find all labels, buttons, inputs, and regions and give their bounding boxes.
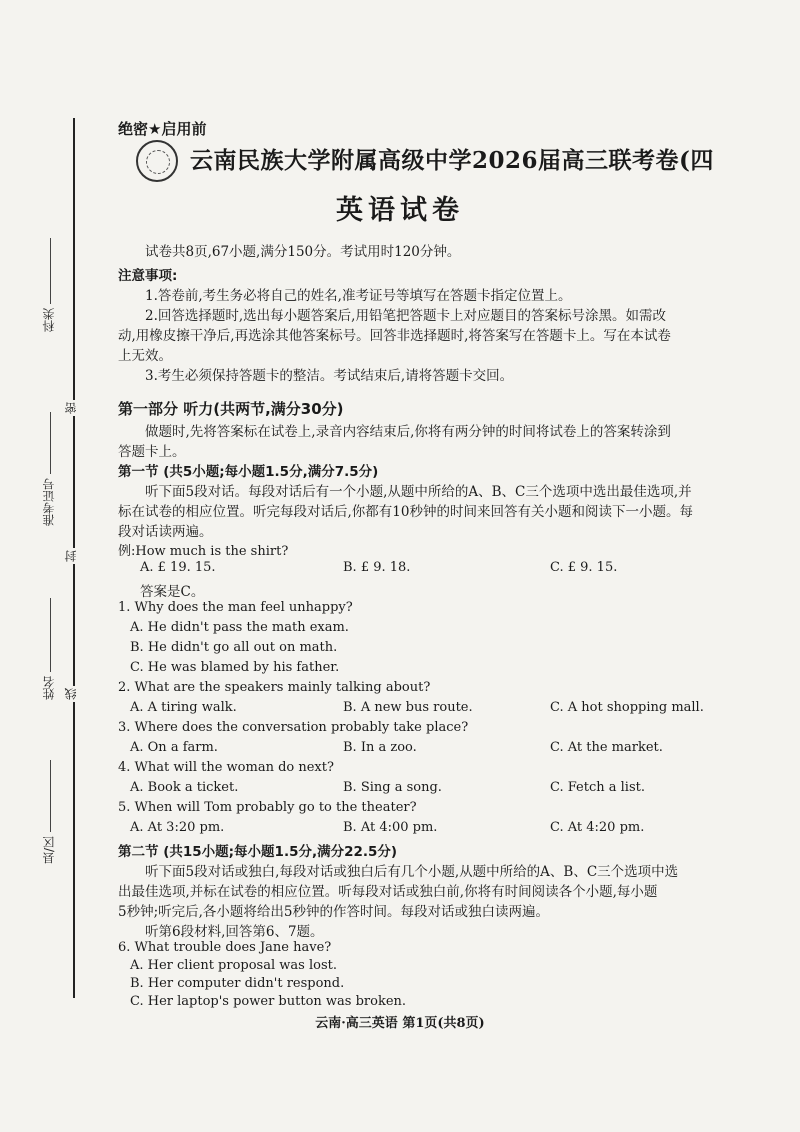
district-blank xyxy=(50,760,51,832)
q2-option-b: B. A new bus route. xyxy=(343,700,473,715)
example-option-c: C. £ 9. 15. xyxy=(550,560,618,575)
exam-intro: 试卷共8页,67小题,满分150分。考试用时120分钟。 xyxy=(145,244,461,260)
district-label: 县/区 xyxy=(42,836,56,865)
section2-heading: 第二节 (共15小题;每小题1.5分,满分22.5分) xyxy=(118,844,398,860)
question-1: 1. Why does the man feel unhappy? xyxy=(118,600,353,615)
q1-option-a: A. He didn't pass the math exam. xyxy=(130,620,349,635)
question-5: 5. When will Tom probably go to the theater? xyxy=(118,800,417,815)
section1-desc: 标在试卷的相应位置。听完每段对话后,你都有10秒钟的时间来回答有关小题和阅读下一小题。每 xyxy=(118,504,693,520)
question-6: 6. What trouble does Jane have? xyxy=(118,940,332,955)
question-4: 4. What will the woman do next? xyxy=(118,760,334,775)
id-blank xyxy=(50,412,51,474)
section2-desc: 听下面5段对话或独白,每段对话或独白后有几个小题,从题中所给的A、B、C三个选项中选 xyxy=(145,864,679,880)
q2-option-a: A. A tiring walk. xyxy=(130,700,237,715)
notes-heading: 注意事项: xyxy=(118,268,178,284)
q3-option-c: C. At the market. xyxy=(550,740,663,755)
q3-option-a: A. On a farm. xyxy=(130,740,218,755)
notes-item: 1.答卷前,考生务必将自己的姓名,准考证号等填写在答题卡指定位置上。 xyxy=(145,288,572,304)
seal-char-feng: 封 xyxy=(64,550,78,562)
confidential-mark: 绝密★启用前 xyxy=(118,120,207,138)
q5-option-b: B. At 4:00 pm. xyxy=(343,820,438,835)
example-question: 例:How much is the shirt? xyxy=(118,544,289,559)
q6-option-c: C. Her laptop's power button was broken. xyxy=(130,994,407,1009)
subject-label: 科类 xyxy=(42,308,56,332)
q4-option-a: A. Book a ticket. xyxy=(130,780,239,795)
q1-option-c: C. He was blamed by his father. xyxy=(130,660,340,675)
notes-item: 3.考生必须保持答题卡的整洁。考试结束后,请将答题卡交回。 xyxy=(145,368,514,384)
example-option-b: B. £ 9. 18. xyxy=(343,560,411,575)
notes-item: 上无效。 xyxy=(118,348,172,364)
section2-listen: 听第6段材料,回答第6、7题。 xyxy=(145,924,324,940)
example-option-a: A. £ 19. 15. xyxy=(140,560,216,575)
question-2: 2. What are the speakers mainly talking about? xyxy=(118,680,431,695)
q6-option-a: A. Her client proposal was lost. xyxy=(130,958,337,973)
subject-blank xyxy=(50,238,51,304)
q2-option-c: C. A hot shopping mall. xyxy=(550,700,704,715)
section2-desc: 5秒钟;听完后,各小题将给出5秒钟的作答时间。每段对话或独白读两遍。 xyxy=(118,904,550,920)
q5-option-c: C. At 4:20 pm. xyxy=(550,820,645,835)
q1-option-b: B. He didn't go all out on math. xyxy=(130,640,338,655)
name-blank xyxy=(50,598,51,672)
notes-item: 2.回答选择题时,选出每小题答案后,用铅笔把答题卡上对应题目的答案标号涂黑。如需改 xyxy=(145,308,666,324)
seal-char-xian: 线 xyxy=(64,688,78,700)
example-answer: 答案是C。 xyxy=(140,584,205,600)
school-logo xyxy=(136,140,178,182)
question-3: 3. Where does the conversation probably take place? xyxy=(118,720,469,735)
part1-heading: 第一部分 听力(共两节,满分30分) xyxy=(118,400,344,418)
part1-desc: 答题卡上。 xyxy=(118,444,186,460)
q4-option-c: C. Fetch a list. xyxy=(550,780,645,795)
section1-heading: 第一节 (共5小题;每小题1.5分,满分7.5分) xyxy=(118,464,379,480)
subject-title: 英语试卷 xyxy=(336,195,464,226)
q3-option-b: B. In a zoo. xyxy=(343,740,417,755)
name-label: 姓名 xyxy=(42,676,56,700)
notes-item: 动,用橡皮擦干净后,再选涂其他答案标号。回答非选择题时,将答案写在答题卡上。写在本试卷 xyxy=(118,328,671,344)
section2-desc: 出最佳选项,并标在试卷的相应位置。听每段对话或独白前,你将有时间阅读各个小题,每小题 xyxy=(118,884,658,900)
page-footer: 云南·高三英语 第1页(共8页) xyxy=(315,1016,485,1031)
q5-option-a: A. At 3:20 pm. xyxy=(130,820,225,835)
section1-desc: 听下面5段对话。每段对话后有一个小题,从题中所给的A、B、C三个选项中选出最佳选项,并 xyxy=(145,484,692,500)
exam-title: 云南民族大学附属高级中学2026届高三联考卷(四 xyxy=(190,147,714,174)
q6-option-b: B. Her computer didn't respond. xyxy=(130,976,345,991)
part1-desc: 做题时,先将答案标在试卷上,录音内容结束后,你将有两分钟的时间将试卷上的答案转涂到 xyxy=(145,424,671,440)
q4-option-b: B. Sing a song. xyxy=(343,780,442,795)
section1-desc: 段对话读两遍。 xyxy=(118,524,213,540)
seal-char-mi: 密 xyxy=(64,402,78,414)
id-label: 准考证号 xyxy=(42,478,56,526)
